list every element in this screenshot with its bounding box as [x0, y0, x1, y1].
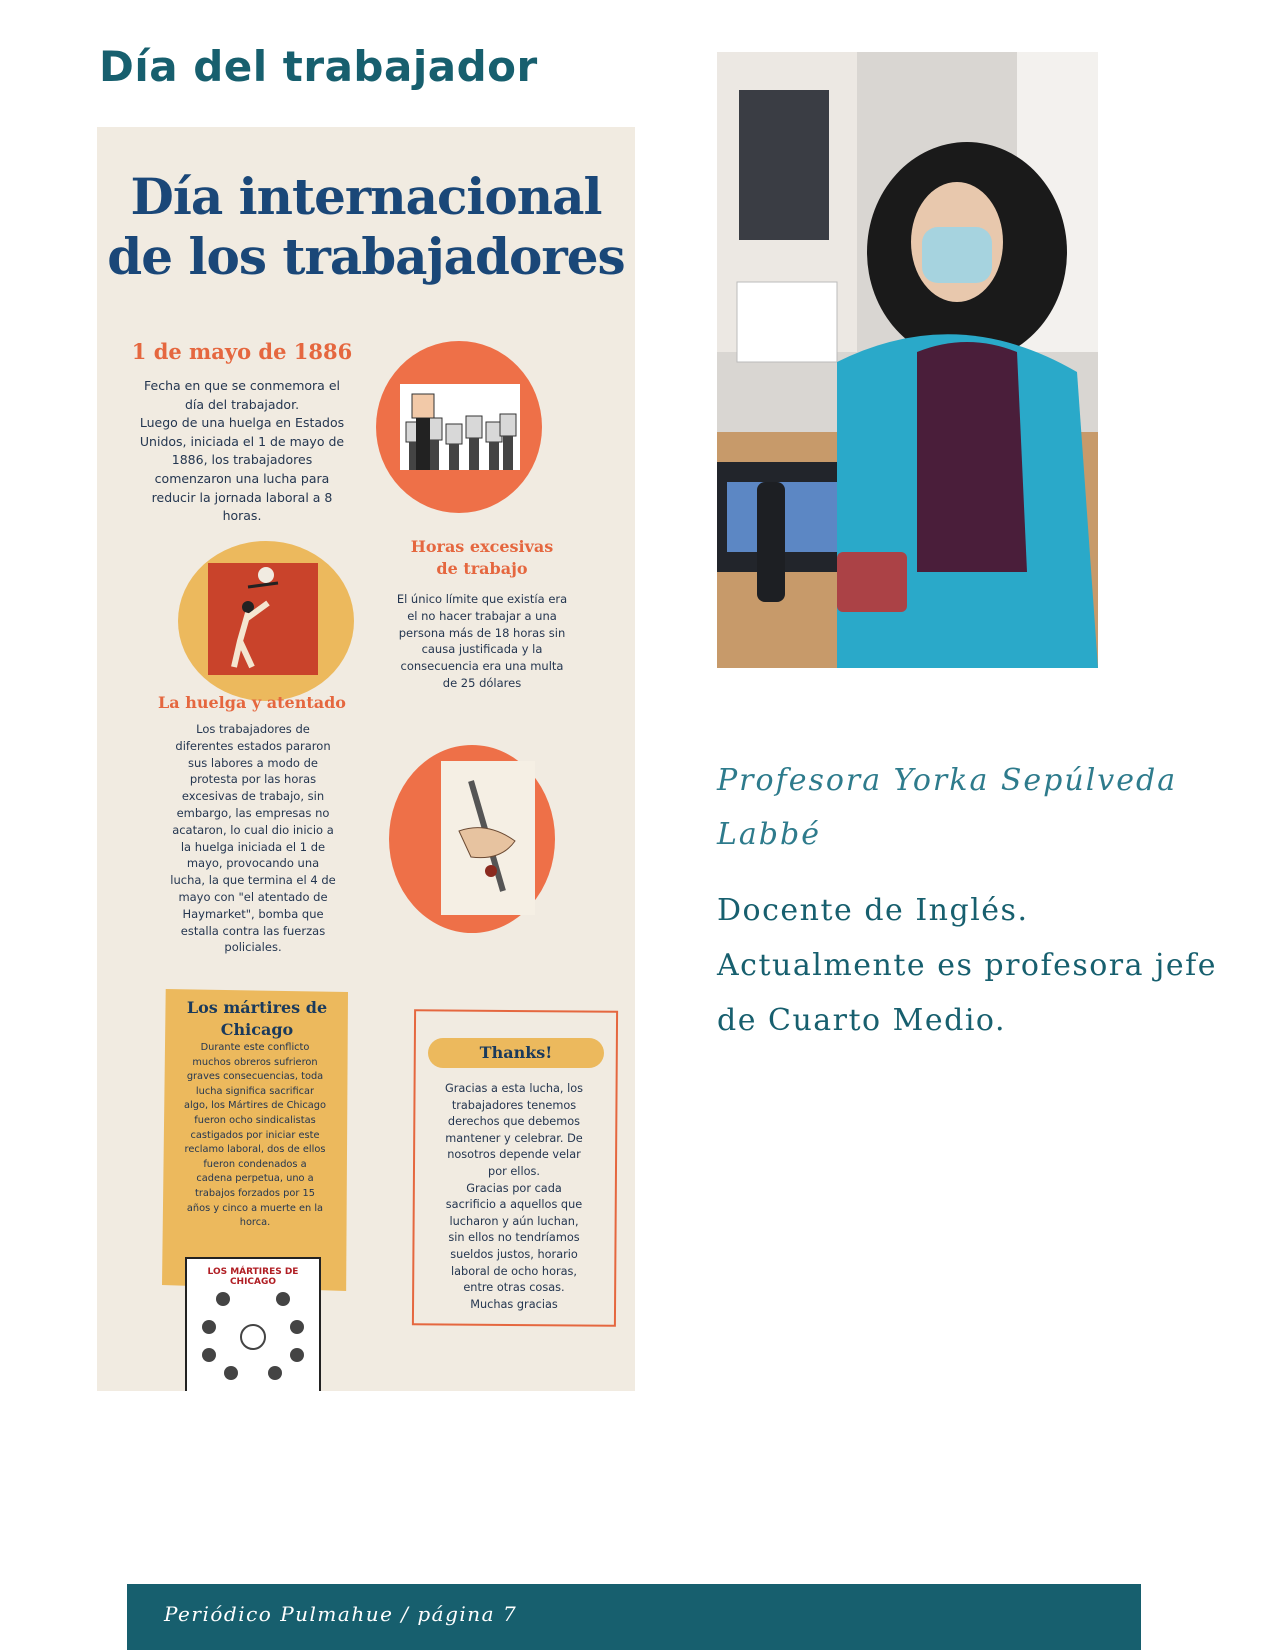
section-martyrs-text: Durante este conflicto muchos obreros sufrieron graves consecuencias, toda lucha significa sacrificar algo, los Mártires de Chicago fueron ocho sindicalistas castigados por iniciar este reclamo laboral, dos de ellos fueron condenados a cadena perpetua, uno a trabajos forzados por 15 años y cinco a muerte en la horca.	[184, 1042, 326, 1229]
raised-fists-image	[400, 384, 520, 470]
poster-title-line-1: Día internacional	[130, 167, 602, 226]
teacher-description-line-3: de Cuarto Medio.	[717, 1003, 1006, 1038]
teacher-description-line-1: Docente de Inglés.	[717, 893, 1029, 928]
page-footer	[127, 1584, 1141, 1650]
section-martyrs-heading-line-2: Chicago	[220, 1020, 294, 1039]
teacher-photo	[717, 52, 1098, 668]
section-strike-text: Los trabajadores de diferentes estados pararon sus labores a modo de protesta por las horas excesivas de trabajo, sin embargo, las empresas no acataron, lo cual dio inicio a la huelga iniciada el 1 de mayo, provocando una lucha, la que termina el 4 de mayo con "el atentado de Haymarket", bomba que estalla contra las fuerzas policiales.	[170, 722, 336, 955]
section-martyrs-heading	[177, 997, 337, 1041]
section-date-text: Fecha en que se conmemora el día del trabajador. Luego de una huelga en Estados Unidos, iniciada el 1 de mayo de 1886, los trabajadores comenzaron una lucha para reducir la jornada laboral a 8 horas.	[139, 378, 345, 524]
section-date-heading: 1 de mayo de 1886	[131, 339, 353, 364]
poster-title	[97, 167, 635, 287]
chicago-martyrs-card	[185, 1257, 321, 1391]
teacher-description-line-2: Actualmente es profesora jefe	[717, 948, 1217, 983]
section-hours-heading: Horas excesivas de trabajo	[410, 537, 554, 578]
section-martyrs-heading-line-1: Los mártires de	[186, 998, 328, 1017]
chicago-martyrs-card-title: LOS MÁRTIRES DE CHICAGO	[207, 1267, 299, 1287]
poster-title-line-2: de los trabajadores	[107, 227, 625, 286]
thanks-heading: Thanks!	[428, 1038, 604, 1068]
footer-text: Periódico Pulmahue / página 7	[164, 1602, 518, 1626]
teacher-name: Profesora Yorka Sepúlveda Labbé	[717, 763, 1178, 852]
page-title: Día del trabajador	[99, 42, 538, 91]
infographic-poster	[97, 127, 635, 1391]
section-strike-heading: La huelga y atentado	[158, 693, 346, 712]
worker-hammer-image	[208, 563, 318, 675]
chained-hands-image	[441, 761, 535, 915]
section-hours-text: El único límite que existía era el no hacer trabajar a una persona más de 18 horas sin causa justificada y la consecuencia era una multa de 25 dólares	[396, 592, 568, 690]
teacher-description	[717, 883, 1237, 1048]
thanks-text: Gracias a esta lucha, los trabajadores tenemos derechos que debemos mantener y celebrar. De nosotros depende velar por ellos. Gracias por cada sacrificio a aquellos que lucharon y aún luchan, sin ellos no tendríamos sueldos justos, horario laboral de ocho horas, entre otras cosas. Muchas gracias	[444, 1082, 584, 1311]
